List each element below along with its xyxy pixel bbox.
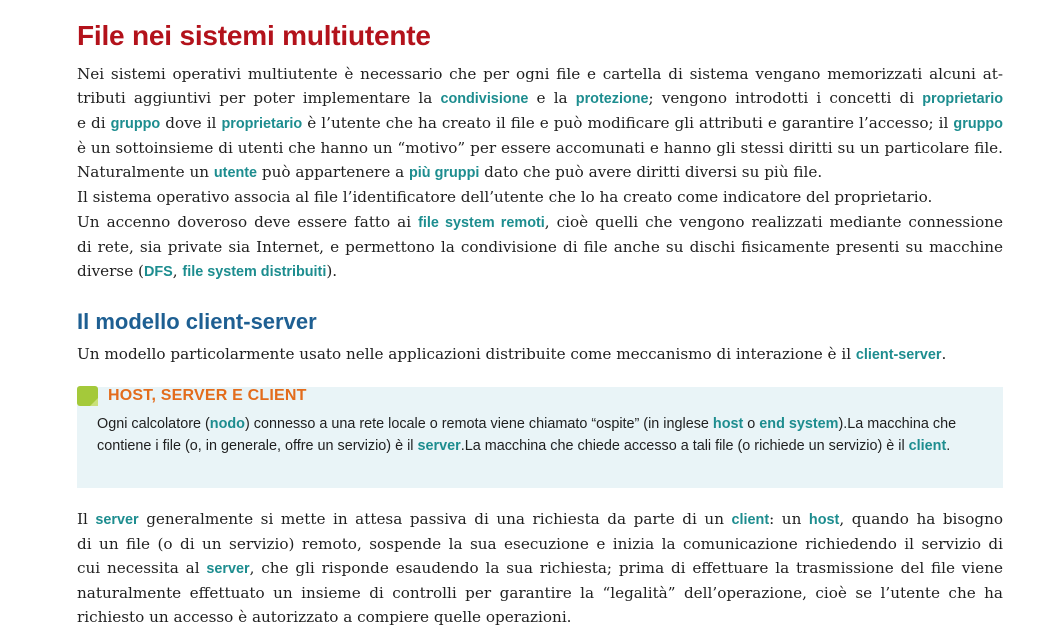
text-run: tributi aggiuntivi per poter implementare la [77,89,441,108]
definition-box-title: HOST, SERVER E CLIENT [108,387,307,404]
keyword: client-server [855,347,942,363]
section-title-client-server: Il modello client-server [77,309,317,334]
text-line [77,136,1003,160]
text-run: , cioè quelli che vengono realizzati mediante connessione [544,212,1003,231]
keyword: client [908,437,947,454]
text-run: ). [326,261,338,280]
text-run: , quando ha bisogno [839,510,1003,528]
text-run: Nei sistemi operativi multiutente è necessario che per ogni file e cartella di sistema vengano memorizzati alcuni at- [77,65,1003,83]
keyword: end system [759,416,839,432]
keyword: client [731,512,770,528]
text-run: Il sistema operativo associa al file l’identificatore dell’utente che lo ha creato come indicatore del proprietario. [77,188,933,207]
text-run: ) connesso a una rete locale o remota viene chiamato “ospite” (in inglese [244,416,713,432]
text-line [77,556,1003,581]
keyword: file system remoti [418,214,545,231]
paragraph-client-server-intro [77,342,1003,367]
text-line [77,342,1003,367]
keyword: server [417,437,461,454]
definition-box-body [97,414,997,457]
text-line [97,416,847,432]
keyword: file system distribuiti [182,263,327,280]
text-run: può appartenere a [257,163,410,182]
text-run: ; vengono introdotti i concetti di [648,89,923,108]
paragraph-server-description [77,507,1003,629]
text-run: Un accenno doveroso deve essere fatto ai [77,212,419,231]
text-run: Naturalmente un [77,163,214,182]
keyword: server [95,512,139,528]
keyword: nodo [209,416,245,432]
page-title: File nei sistemi multiutente [77,20,431,51]
keyword: host [808,512,840,528]
text-run: . [946,437,951,454]
text-run: dove il [160,114,222,133]
text-run: dato che può avere diritti diversi su più file. [479,163,823,182]
keyword: server [206,561,250,578]
text-run: naturalmente effettuato un insieme di controlli per garantire la “legalità” dell’operazione, cioè se l’utente che ha [77,584,1003,603]
text-line [77,86,1003,111]
keyword: condivisione [440,91,529,108]
keyword: host [712,416,744,432]
text-run: Il [77,510,96,528]
text-run: di rete, sia private sia Internet, e permettono la condivisione di file anche su dischi fisicamente presenti su macchine [77,237,1003,256]
text-line [77,581,1003,605]
text-run: e la [528,89,576,108]
text-line [77,507,1003,532]
text-run: : un [769,510,809,528]
text-line [465,438,951,454]
text-run: La macchina che chiede accesso a tali file (o richiede un servizio) è il [464,437,909,454]
keyword: protezione [575,91,649,108]
text-run: cui necessita al [77,559,207,578]
keyword: proprietario [922,91,1003,108]
keyword: DFS [143,263,173,280]
text-run: , che gli risponde esaudendo la sua richiesta; prima di effettuare la trasmissione del file viene [249,559,1003,578]
keyword: utente [213,165,258,182]
box-marker-icon [77,386,98,406]
keyword: più gruppi [409,165,480,182]
text-line [77,605,1003,629]
text-run: , [172,261,183,280]
paragraph-multiuser [77,62,1003,284]
text-line [77,259,1003,284]
text-run: Un modello particolarmente usato nelle applicazioni distribuite come meccanismo di interazione è il [77,345,856,363]
text-run: richiesto un accesso è autorizzato a compiere quelle operazioni. [77,608,572,627]
text-line [77,210,1003,235]
keyword: gruppo [110,116,161,133]
keyword: proprietario [221,116,303,133]
text-run: diverse ( [77,261,144,280]
text-run: è l’utente che ha creato il file e può modificare gli attributi e garantire l’accesso; il [302,114,954,133]
text-run: La macchina che contiene i file (o, in generale, offre un servizio) è il [97,416,957,454]
text-line [77,185,1003,209]
text-run: e di [77,114,111,133]
text-run: . [941,345,947,363]
text-run: ). [838,416,848,432]
text-run: . [460,437,465,454]
text-line [77,235,1003,259]
keyword: gruppo [953,116,1003,133]
text-line [77,160,1003,185]
text-run: è un sottoinsieme di utenti che hanno un “motivo” per essere accomunati e hanno gli stessi diritti su un particolare file. [77,139,1003,158]
text-run: Ogni calcolatore ( [97,416,210,432]
text-line [77,62,1003,86]
text-line [77,532,1003,556]
text-run: o [743,416,760,432]
text-line [77,111,1003,136]
text-run: di un file (o di un servizio) remoto, sospende la sua esecuzione e inizia la comunicazione richiedendo il servizio di [77,535,1003,554]
text-run: generalmente si mette in attesa passiva di una richiesta da parte di un [138,510,732,528]
